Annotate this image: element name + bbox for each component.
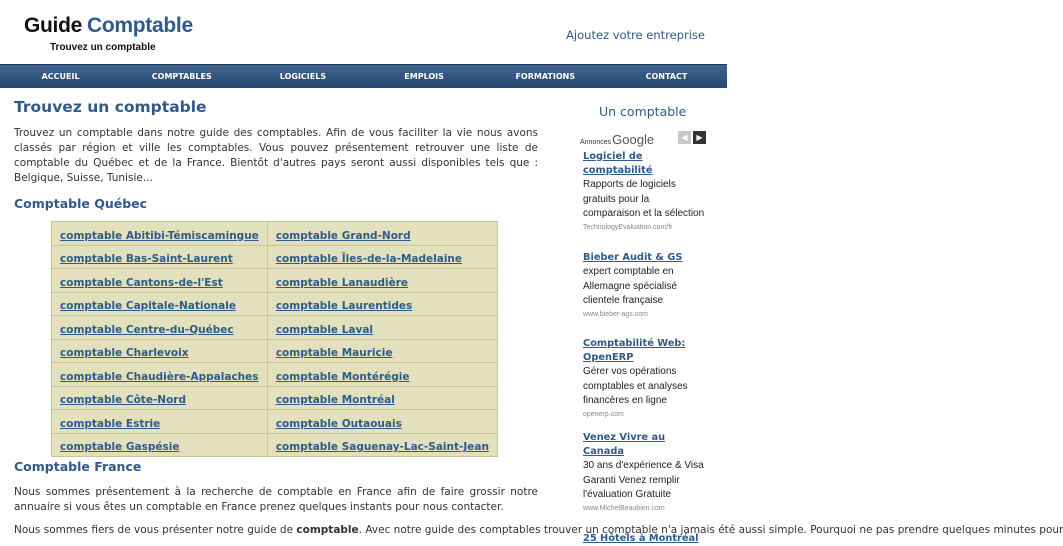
ad-title-link[interactable]: Venez Vivre au Canada: [583, 432, 666, 457]
ads-next-arrow-icon[interactable]: ▶: [693, 131, 706, 144]
quebec-link-cell: [52, 363, 268, 387]
nav-formations[interactable]: FORMATIONS: [515, 72, 576, 81]
ad-text: Gérer vos opérations comptables et analyses financères en ligne: [583, 366, 688, 406]
ad-title-link[interactable]: Logiciel de comptabilité: [583, 151, 653, 176]
guide-paragraph-start: Nous sommes fiers de vous présenter notre guide de: [14, 524, 297, 536]
region-link[interactable]: comptable Côte-Nord: [60, 394, 187, 407]
page-title: Trouvez un comptable: [14, 98, 207, 116]
quebec-section-title: Comptable Québec: [14, 196, 148, 211]
guide-paragraph-bold: comptable: [296, 524, 359, 536]
main-nav: [0, 64, 727, 88]
header: [0, 0, 727, 64]
ad-title-link[interactable]: Comptabilité Web: OpenERP: [583, 338, 686, 363]
france-section-title: Comptable France: [14, 459, 142, 474]
france-paragraph: Nous sommes présentement à la recherche de comptable en France afin de faire grossir notre annuaire si vous êtes un comptable en France prenez quelques instants pour nous contacter.: [14, 486, 538, 513]
region-link[interactable]: comptable Laurentides: [275, 300, 413, 313]
ad-url[interactable]: www.bieber-ags.com: [583, 310, 648, 318]
ads-by-google-label[interactable]: [580, 132, 654, 147]
region-link[interactable]: comptable Bas-Saint-Laurent: [60, 253, 233, 266]
ad-title-link[interactable]: 25 Hôtels à Montréal: [583, 533, 699, 544]
quebec-links-row: [52, 363, 498, 387]
ads-label-text: Annonces: [580, 139, 612, 146]
quebec-link-cell: [267, 316, 497, 340]
nav-comptables[interactable]: COMPTABLES: [151, 72, 212, 81]
region-link[interactable]: comptable Saguenay-Lac-Saint-Jean: [275, 441, 489, 454]
region-link[interactable]: comptable Outaouais: [275, 417, 402, 430]
quebec-links-row: [52, 433, 498, 457]
sidebar-ad: [583, 337, 707, 421]
quebec-links-row: [52, 410, 498, 434]
ads-prev-arrow-icon[interactable]: ◀: [678, 131, 691, 144]
logo-text-comptable: Comptable: [87, 14, 193, 37]
quebec-links-row: [52, 222, 498, 246]
region-link[interactable]: comptable Mauricie: [275, 347, 393, 360]
region-link[interactable]: comptable Abitibi-Témiscamingue: [60, 229, 259, 242]
quebec-links-row: [52, 292, 498, 316]
region-link[interactable]: comptable Montérégie: [275, 370, 410, 383]
quebec-link-cell: [267, 245, 497, 269]
quebec-links-row: [52, 269, 498, 293]
quebec-link-cell: [267, 410, 497, 434]
region-link[interactable]: comptable Estrie: [60, 417, 161, 430]
nav-contact[interactable]: CONTACT: [645, 72, 688, 81]
region-link[interactable]: comptable Îles-de-la-Madelaine: [275, 253, 463, 266]
quebec-links-row: [52, 316, 498, 340]
main-content: [14, 98, 538, 457]
region-link[interactable]: comptable Gaspésie: [60, 441, 180, 454]
sidebar-title: Un comptable: [599, 104, 687, 119]
quebec-link-cell: [267, 433, 497, 457]
quebec-link-cell: [267, 292, 497, 316]
quebec-links-row: [52, 386, 498, 410]
ad-url[interactable]: openerp.com: [583, 410, 624, 418]
region-link[interactable]: comptable Montréal: [275, 394, 395, 407]
quebec-link-cell: [52, 339, 268, 363]
quebec-link-cell: [52, 269, 268, 293]
region-link[interactable]: comptable Capitale-Nationale: [60, 300, 236, 313]
region-link[interactable]: comptable Grand-Nord: [275, 229, 411, 242]
sidebar-ad: [583, 251, 707, 321]
guide-paragraph-end: . Avec notre guide des comptables trouver un comptable n'a jamais été aussi simple. Pourquoi ne pas prendre quelques minutes pour: [358, 524, 1063, 536]
ad-text: Rapports de logiciels gratuits pour la comparaison et la sélection: [583, 179, 705, 219]
logo[interactable]: [24, 14, 193, 38]
sidebar-ad: [583, 150, 707, 234]
quebec-link-cell: [52, 292, 268, 316]
region-link[interactable]: comptable Laval: [275, 323, 374, 336]
ad-text: expert comptable en Allemagne spécialisé clientele française: [583, 266, 677, 306]
quebec-link-cell: [52, 245, 268, 269]
region-link[interactable]: comptable Chaudière-Appalaches: [60, 370, 259, 383]
region-link[interactable]: comptable Centre-du-Québec: [60, 323, 234, 336]
ad-url[interactable]: www.MichelBeaubien.com: [583, 504, 665, 512]
quebec-links-row: [52, 339, 498, 363]
nav-emplois[interactable]: EMPLOIS: [404, 72, 444, 81]
region-link[interactable]: comptable Cantons-de-l'Est: [60, 276, 223, 289]
ad-text: 30 ans d'expérience & Visa Garanti Venez remplir l'évaluation Gratuite: [583, 460, 704, 500]
sidebar-ad: [583, 431, 707, 515]
quebec-link-cell: [52, 222, 268, 246]
nav-logiciels[interactable]: LOGICIELS: [279, 72, 327, 81]
google-logo: Google: [612, 132, 655, 147]
quebec-link-cell: [267, 222, 497, 246]
region-link[interactable]: comptable Charlevoix: [60, 347, 189, 360]
quebec-link-cell: [267, 386, 497, 410]
nav-accueil[interactable]: ACCUEIL: [41, 72, 80, 81]
intro-paragraph: Trouvez un comptable dans notre guide des comptables. Afin de vous faciliter la vie nous avons classés par région et ville les comptables. Vous pouvez présentement retrouver une liste de comptable du Québec et de la France. Bientôt d'autres pays seront aussi disponibles tels que : Belgique, Suisse, Tunisie...: [14, 127, 538, 184]
quebec-link-cell: [52, 316, 268, 340]
quebec-link-cell: [52, 433, 268, 457]
ad-title-link[interactable]: Bieber Audit & GS: [583, 252, 683, 263]
quebec-link-cell: [52, 410, 268, 434]
add-company-link[interactable]: Ajoutez votre entreprise: [566, 28, 705, 42]
logo-text-guide: Guide: [24, 14, 83, 37]
quebec-links-row: [52, 245, 498, 269]
quebec-link-cell: [267, 339, 497, 363]
quebec-links-table: [51, 221, 498, 457]
sidebar-ad: [583, 532, 707, 546]
tagline: Trouvez un comptable: [50, 42, 156, 53]
quebec-link-cell: [267, 363, 497, 387]
region-link[interactable]: comptable Lanaudière: [275, 276, 409, 289]
quebec-link-cell: [267, 269, 497, 293]
quebec-link-cell: [52, 386, 268, 410]
ad-url[interactable]: TechnologyEvaluation.com/fr: [583, 223, 673, 231]
